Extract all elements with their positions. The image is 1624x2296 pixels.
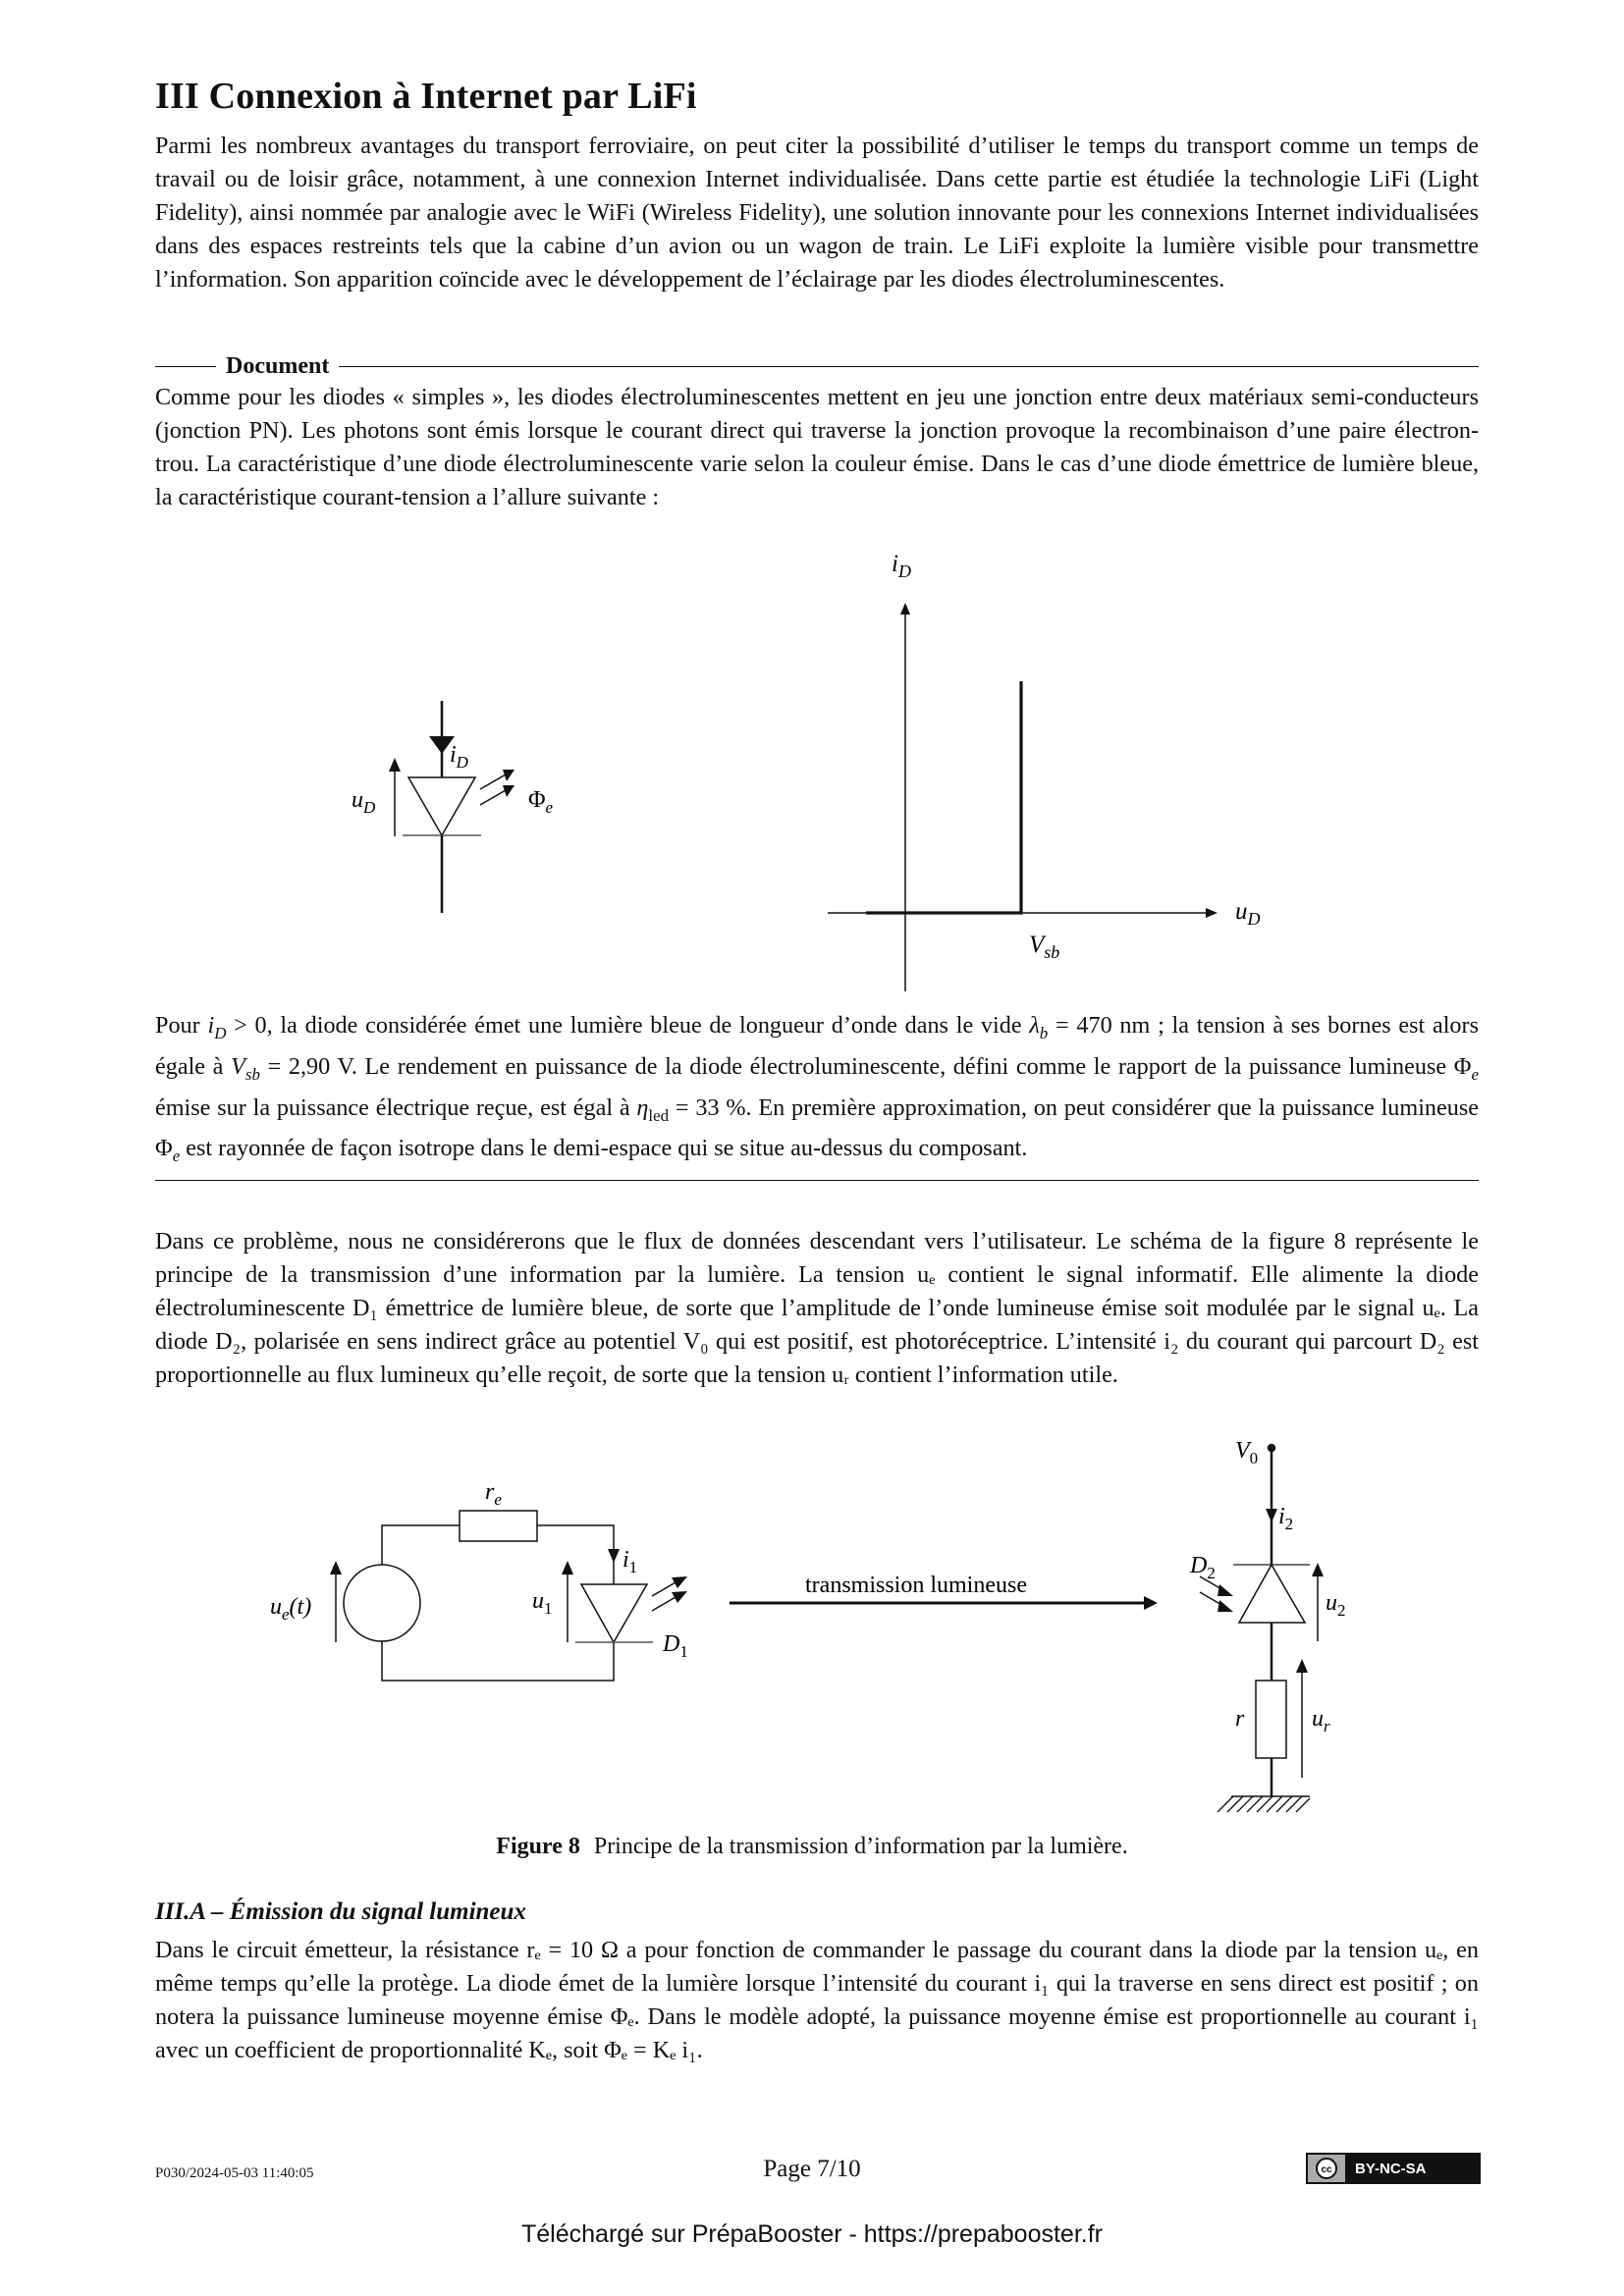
r-label: r — [1235, 1706, 1245, 1732]
emitter-circuit — [245, 1472, 736, 1728]
document-rule-left — [155, 366, 216, 367]
receiver-circuit — [1159, 1433, 1375, 1826]
license-badge[interactable] — [1306, 2153, 1481, 2184]
figure-caption-label: Figure 8 — [496, 1834, 580, 1859]
re-label: $r_e$ — [485, 1479, 502, 1509]
document-paragraph-2: Pour $i_D > 0$, la diode considérée émet une lumière bleue de longueur d’onde dans le vide $\lambda_b = 470$ nm ; la tension à ses bornes est alors égale à $V_{sb} = 2,90$ V. Le rendement en puissance de la diode électroluminescente, défini comme le rapport de la puissance lumineuse $\Phi_e$ émise sur la puissance électrique reçue, est égal à $\eta_{led} = 33$ %. En première approximation, on peut considérer que la puissance lumineuse $\Phi_e$ est rayonnée de façon isotrope dans le demi-espace qui se situe au-dessus du composant. — [155, 1012, 1479, 1166]
transmission-arrow-head-icon — [1144, 1596, 1158, 1610]
current-i1-arrow-icon — [608, 1549, 620, 1563]
photodiode-d2-icon — [1239, 1565, 1305, 1623]
v0-label: $V_0$ — [1235, 1438, 1259, 1468]
intro-paragraph: Parmi les nombreux avantages du transport ferroviaire, on peut citer la possibilité d’utiliser le temps du transport comme un temps de travail ou de loisir grâce, notamment, à une connexion Internet individualisée. Dans cette partie est étudiée la technologie LiFi (Light Fidelity), ainsi nommée par analogie avec le WiFi (Wireless Fidelity), une solution innovante pour les connexions Internet individualisées dans des espaces restreints tels que la cabine d’un avion ou un wagon de train. Le LiFi exploite la lumière visible pour transmettre l’information. Son apparition coïncide avec le développement de l’éclairage par les diodes électroluminescentes. — [155, 133, 1479, 293]
y-axis-arrow-icon — [900, 603, 910, 614]
u2-arrow-icon — [1312, 1563, 1324, 1576]
voltage-label: $u_D$ — [352, 787, 376, 817]
document-label: Document — [226, 352, 330, 379]
ue-arrow-icon — [330, 1561, 342, 1575]
i1-label: $i_1$ — [623, 1547, 638, 1576]
led-diode-icon — [389, 701, 514, 913]
resistor-re-icon — [460, 1511, 537, 1541]
section-title: III Connexion à Internet par LiFi — [155, 76, 697, 117]
document-header — [155, 349, 1479, 383]
led-d1-icon — [581, 1584, 647, 1642]
figure-caption-text: Principe de la transmission d’information par la lumière. — [593, 1834, 1128, 1859]
characteristic-curve — [866, 681, 1021, 913]
threshold-label: $V_{sb}$ — [1029, 932, 1060, 962]
download-notice[interactable]: Téléchargé sur PrépaBooster - https://prepabooster.fr — [521, 2220, 1103, 2248]
license-text: BY-NC-SA — [1355, 2160, 1427, 2177]
resistor-r-icon — [1256, 1681, 1286, 1758]
voltage-source-icon — [344, 1565, 420, 1641]
transmission-link — [727, 1551, 1178, 1610]
y-axis-label: $i_D$ — [892, 551, 911, 581]
x-axis-label: $u_D$ — [1235, 898, 1261, 929]
x-axis-arrow-icon — [1206, 908, 1218, 918]
problem-paragraph: Dans ce problème, nous ne considérerons que le flux de données descendant vers l’utilisateur. Le schéma de la figure 8 représente le principe de la transmission d’une information par la lumière. La tension uₑ contient le signal informatif. Elle alimente la diode électroluminescente D₁ émettrice de lumière bleue, de sorte que l’amplitude de l’onde lumineuse émise soit modulée par le signal uₑ. La diode D₂, polarisée en sens indirect grâce au potentiel V₀ qui est positif, est photoréceptrice. L’intensité i₂ du courant qui parcourt D₂ est proportionnelle au flux lumineux qu’elle reçoit, de sorte que la tension uᵣ contient l’information utile. — [155, 1228, 1479, 1388]
ur-label: $u_r$ — [1312, 1706, 1330, 1735]
document-end-rule — [155, 1180, 1479, 1181]
d1-label: $D_1$ — [663, 1631, 688, 1661]
ue-label: $u_e(t)$ — [270, 1594, 312, 1624]
subsection-title: III.A – Émission du signal lumineux — [155, 1898, 526, 1925]
iv-characteristic-chart — [825, 550, 1296, 1001]
ur-arrow-icon — [1296, 1659, 1308, 1673]
flux-label: $\Phi_e$ — [528, 787, 554, 817]
cc-icon: cc — [1316, 2158, 1337, 2179]
u2-label: $u_2$ — [1326, 1590, 1346, 1620]
subsection-paragraph: Dans le circuit émetteur, la résistance rₑ = 10 Ω a pour fonction de commander le passage du courant dans la diode par la tension uₑ, en même temps qu’elle la protège. La diode émet de la lumière lorsque l’intensité du courant i₁ qui la traverse en sens direct est positif ; on notera la puissance lumineuse moyenne émise Φₑ. Dans le modèle adopté, la puissance moyenne émise est proportionnelle au courant i₁ avec un coefficient de proportionnalité Kₑ, soit Φₑ = Kₑ i₁. — [155, 1937, 1479, 2063]
transmission-label: transmission lumineuse — [805, 1573, 1027, 1598]
u1-label: $u_1$ — [532, 1588, 553, 1618]
current-i2-arrow-icon — [1266, 1509, 1277, 1522]
document-rule-right — [339, 366, 1479, 367]
figure-caption — [0, 1834, 1624, 1860]
footer-code: P030/2024-05-03 11:40:05 — [155, 2165, 314, 2181]
u1-arrow-icon — [562, 1561, 573, 1575]
document-paragraph-1: Comme pour les diodes « simples », les diodes électroluminescentes mettent en jeu une jonction entre deux matériaux semi-conducteurs (jonction PN). Les photons sont émis lorsque le courant direct qui traverse la jonction provoque la recombinaison d’une paire électron-trou. La caractéristique d’une diode électroluminescente varie selon la couleur émise. Dans le cas d’une diode émettrice de lumière bleue, la caractéristique courant-tension a l’allure suivante : — [155, 384, 1479, 510]
current-label: $i_D$ — [450, 742, 468, 772]
page-number: Page 7/10 — [763, 2156, 861, 2182]
led-symbol-figure — [324, 687, 619, 913]
d2-label: $D_2$ — [1190, 1553, 1216, 1582]
i2-label: $i_2$ — [1278, 1504, 1294, 1533]
